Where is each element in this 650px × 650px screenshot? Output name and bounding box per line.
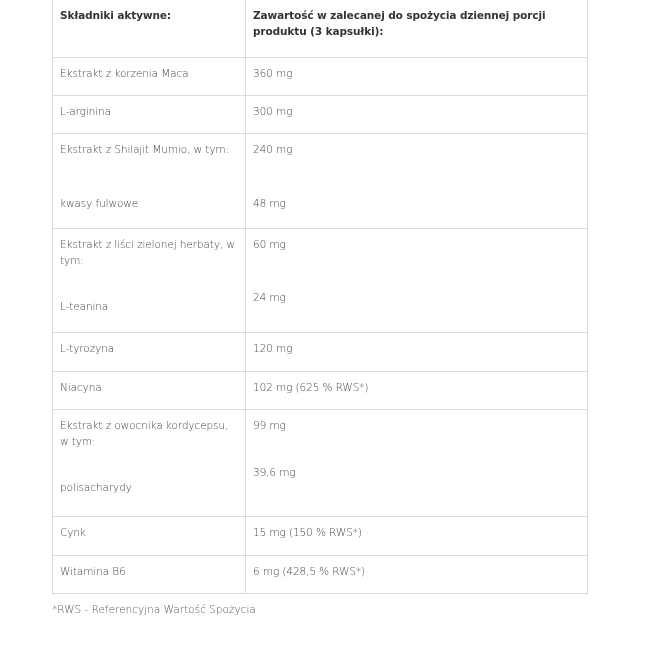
ingredient-value: 360 mg	[246, 58, 588, 96]
ingredient-name: Ekstrakt z korzenia Maca	[53, 58, 246, 96]
sub-ingredient-name: kwasy fulwowe	[60, 198, 139, 210]
ingredient-name: Cynk	[53, 517, 246, 556]
table-row	[53, 333, 588, 372]
table-row	[53, 517, 588, 556]
ingredient-value: 102 mg (625 % RWS*)	[246, 372, 588, 410]
table-row	[53, 410, 588, 517]
sub-ingredient-value: 48 mg	[253, 198, 286, 210]
footnote: *RWS - Referencyjna Wartość Spożycia	[52, 604, 256, 616]
ingredient-name: Ekstrakt z owocnika kordycepsu, w tym:	[60, 420, 229, 448]
ingredients-table	[52, 0, 588, 594]
ingredient-value: 6 mg (428,5 % RWS*)	[246, 556, 588, 594]
table-row	[53, 556, 588, 594]
header-ingredients: Składniki aktywne:	[53, 0, 246, 58]
header-content: Zawartość w zalecanej do spożycia dziennej porcji produktu (3 kapsułki):	[246, 0, 588, 58]
ingredient-value: 300 mg	[246, 96, 588, 134]
table-row	[53, 96, 588, 134]
ingredient-value: 15 mg (150 % RWS*)	[246, 517, 588, 556]
ingredient-name: L-arginina	[53, 96, 246, 134]
table-row	[53, 229, 588, 333]
sub-ingredient-name: polisacharydy	[60, 482, 132, 494]
ingredient-value: 60 mg	[253, 239, 286, 251]
table-row	[53, 134, 588, 229]
ingredient-name: L-tyrozyna	[53, 333, 246, 372]
ingredient-value: 99 mg	[253, 420, 286, 432]
ingredient-value: 240 mg	[253, 144, 293, 156]
ingredient-name: Witamina B6	[53, 556, 246, 594]
table-header-row	[53, 0, 588, 58]
ingredient-value: 120 mg	[246, 333, 588, 372]
sub-ingredient-value: 24 mg	[253, 292, 286, 304]
sub-ingredient-value: 39,6 mg	[253, 467, 296, 479]
sub-ingredient-name: L-teanina	[60, 301, 109, 313]
ingredient-name: Ekstrakt z Shilajit Mumio, w tym:	[60, 144, 229, 156]
table-row	[53, 372, 588, 410]
table-row	[53, 58, 588, 96]
ingredient-name: Niacyna	[53, 372, 246, 410]
ingredient-name: Ekstrakt z liści zielonej herbaty, w tym:	[60, 239, 235, 267]
